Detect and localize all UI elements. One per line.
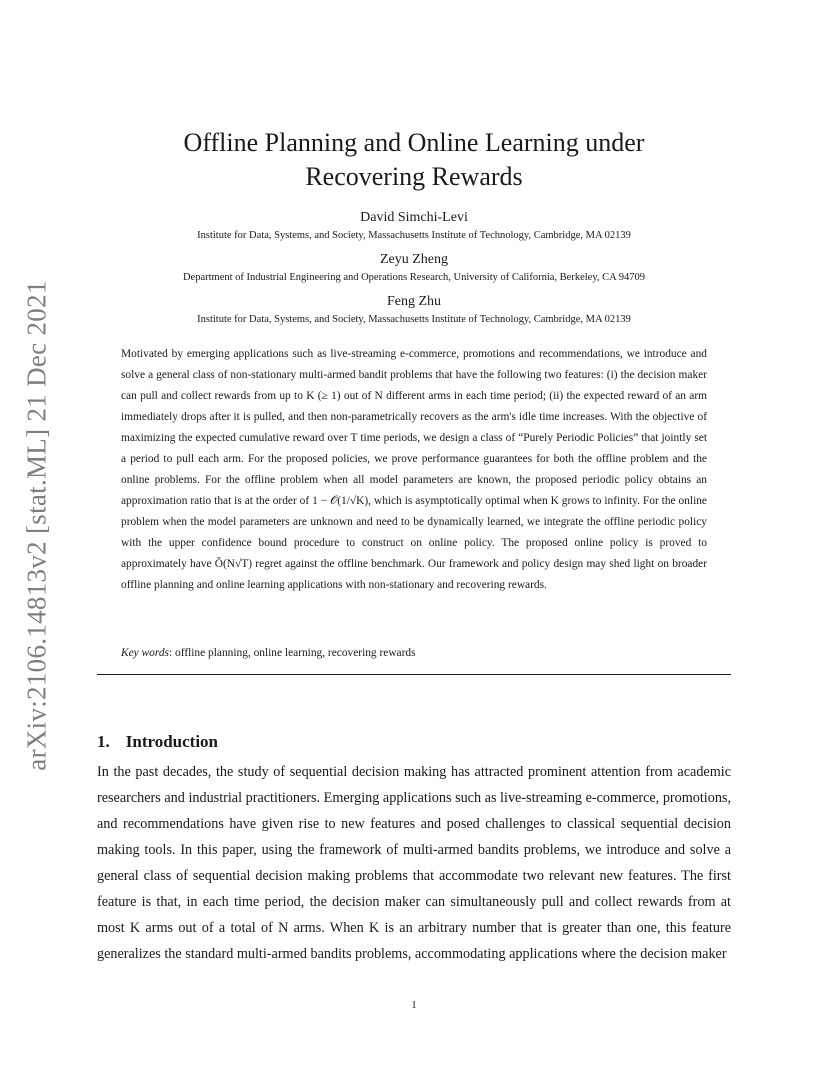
author-name: David Simchi-Levi [360,210,468,225]
author-affiliation: Institute for Data, Systems, and Society, Massachusetts Institute of Technology, Cambridge, MA 02139 [197,230,631,241]
section-number: 1. [97,732,110,751]
introduction-paragraph: In the past decades, the study of sequential decision making has attracted prominent attention from academic researchers and industrial practitioners. Emerging applications such as live-streaming e-commerce, promotions, and recommendations have given rise to new features and posed challenges to classical sequential decision making tools. In this paper, using the framework of multi-armed bandits problems, we introduce and solve a general class of sequential decision making problems that accommodate two relevant new features. The first feature is that, in each time period, the decision maker can simultaneously pull and collect rewards from at most K arms out of a total of N arms. When K is an arbitrary number that is greater than one, this feature generalizes the standard multi-armed bandits problems, accommodating applications where the decision maker [97,764,731,962]
keywords-text: offline planning, online learning, recovering rewards [175,647,416,659]
arxiv-identifier-text: arXiv:2106.14813v2 [stat.ML] 21 Dec 2021 [21,279,52,771]
abstract: Motivated by emerging applications such as live-streaming e-commerce, promotions and recommendations, we introduce and solve a general class of non-stationary multi-armed bandit problems that have the following two features: (i) the decision maker can pull and collect rewards from up to K (≥ 1) out of N different arms in each time period; (ii) the expected reward of an arm immediately drops after it is pulled, and then non-parametrically recovers as the arm's idle time increases. With the objective of maximizing the expected cumulative reward over T time periods, we design a class of “Purely Periodic Policies” that jointly set a period to pull each arm. For the proposed policies, we prove performance guarantees for both the offline problem and the online problems. For the offline problem when all model parameters are known, the proposed periodic policy obtains an approximation ratio that is at the order of 1 − 𝒪(1/√K), which is asymptotically optimal when K grows to infinity. For the online problem when the model parameters are unknown and need to be dynamically learned, we integrate the offline periodic policy with the upper confidence bound procedure to construct on online policy. The proposed online policy is proved to approximately have Õ(N√T) regret against the offline benchmark. Our framework and policy design may shed light on broader offline planning and online learning applications with non-stationary and recovering rewards. [121,348,707,591]
arxiv-identifier-stamp [14,280,60,770]
keywords-separator: : [169,647,173,659]
paper-title [0,126,828,194]
section-divider [97,674,731,675]
page-number: 1 [411,1000,417,1011]
author-name: Zeyu Zheng [379,252,449,267]
author-block [0,208,828,334]
section-heading [97,731,218,753]
author-affiliation: Institute for Data, Systems, and Society, Massachusetts Institute of Technology, Cambridge, MA 02139 [197,314,631,325]
keywords [121,644,416,662]
keywords-label: Key words [121,647,169,659]
section-title: Introduction [125,732,219,751]
author-name: Feng Zhu [386,294,442,309]
author-affiliation: Department of Industrial Engineering and Operations Research, University of California, Berkeley, CA 94709 [182,272,646,283]
paper-title-line-1: Offline Planning and Online Learning under [183,128,645,157]
paper-title-line-2: Recovering Rewards [305,162,523,191]
